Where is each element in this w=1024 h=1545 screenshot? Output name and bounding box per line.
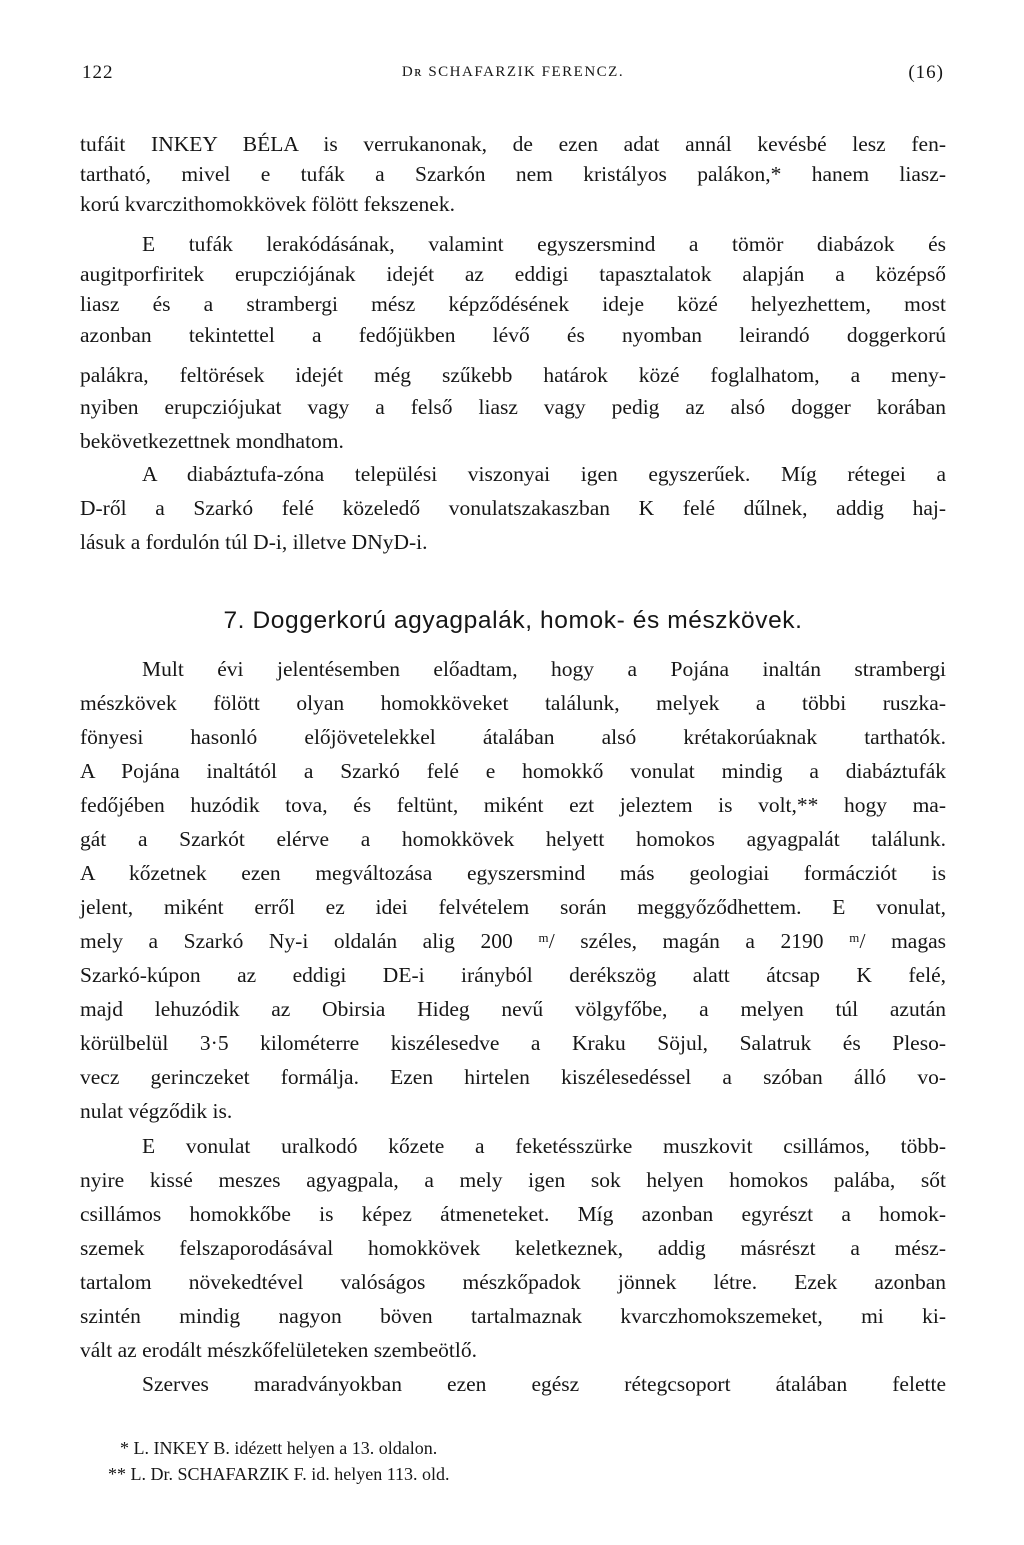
text-line: Szerves maradványokban ezen egész rétegcsoport átalában felette (142, 1372, 946, 1396)
text-line: palákra, feltörések idejét még szűkebb határok közé foglalhatom, a meny- (80, 363, 946, 387)
footnote: ** L. Dr. SCHAFARZIK F. id. helyen 113. old. (108, 1464, 450, 1484)
page-number: 122 (82, 62, 114, 83)
text-line: tufáit INKEY BÉLA is verrukanonak, de ezen adat annál kevésbé lesz fen- (80, 132, 946, 156)
text-line: D-ről a Szarkó felé közeledő vonulatszakaszban K felé dűlnek, addig haj- (80, 496, 946, 520)
text-line: vált az erodált mészkőfelületeken szembeötlő. (80, 1338, 477, 1362)
section-heading: 7. Doggerkorú agyagpalák, homok- és mészkövek. (223, 607, 803, 634)
section-number: (16) (908, 62, 944, 83)
running-head: Dʀ SCHAFARZIK FERENCZ. (401, 64, 625, 80)
text-line: jelent, miként erről ez idei felvételem során meggyőződhettem. E vonulat, (80, 895, 946, 919)
text-line: nyiben erupcziójukat vagy a felső liasz vagy pedig az alsó dogger korában (80, 395, 946, 419)
text-line: augitporfiritek erupcziójának idejét az eddigi tapasztalatok alapján a középső (80, 262, 946, 286)
text-line: E vonulat uralkodó kőzete a feketésszürke muszkovit csillámos, több- (142, 1134, 946, 1158)
text-line: mészkövek fölött olyan homokköveket találunk, melyek a többi ruszka- (80, 691, 946, 715)
text-line: gát a Szarkót elérve a homokkövek helyett homokos agyagpalát találunk. (80, 827, 946, 851)
text-line: A Pojána inaltától a Szarkó felé e homokkő vonulat mindig a diabáztufák (80, 759, 946, 783)
text-line: nyire kissé meszes agyagpala, a mely igen sok helyen homokos palába, sőt (80, 1168, 946, 1192)
text-line: szemek felszaporodásával homokkövek keletkeznek, addig másrészt a mész- (80, 1236, 946, 1260)
text-line: Mult évi jelentésemben előadtam, hogy a Pojána inaltán strambergi (142, 657, 946, 681)
text-line: tartható, mivel e tufák a Szarkón nem kristályos palákon,* hanem liasz- (80, 162, 946, 186)
text-line: Szarkó-kúpon az eddigi DE-i irányból derékszög alatt átcsap K felé, (80, 963, 946, 987)
text-line: azonban tekintettel a fedőjükben lévő és nyomban leirandó doggerkorú (80, 323, 946, 347)
footnote: * L. INKEY B. idézett helyen a 13. oldalon. (120, 1438, 438, 1458)
text-line: fönyesi hasonló előjövetelekkel átalában alsó krétakorúaknak tarthatók. (80, 725, 946, 749)
text-line: korú kvarczithomokkövek fölött fekszenek. (80, 192, 455, 216)
text-line: csillámos homokkőbe is képez átmeneteket. Míg azonban egyrészt a homok- (80, 1202, 946, 1226)
text-line: lásuk a fordulón túl D-i, illetve DNyD-i. (80, 530, 428, 554)
text-line: majd lehuzódik az Obirsia Hideg nevű völgyfőbe, a melyen túl azután (80, 997, 946, 1021)
text-line: mely a Szarkó Ny-i oldalán alig 200 ᵐ/ széles, magán a 2190 ᵐ/ magas (80, 929, 946, 953)
text-line: tartalom növekedtével valóságos mészkőpadok jönnek létre. Ezek azonban (80, 1270, 946, 1294)
text-line: bekövetkezettnek mondhatom. (80, 429, 344, 453)
text-line: fedőjében huzódik tova, és feltünt, miként ezt jeleztem is volt,** hogy ma- (80, 793, 946, 817)
text-line: E tufák lerakódásának, valamint egyszersmind a tömör diabázok és (142, 232, 946, 256)
text-line: liasz és a strambergi mész képződésének ideje közé helyezhettem, most (80, 292, 946, 316)
text-line: körülbelül 3·5 kilométerre kiszélesedve a Kraku Söjul, Salatruk és Pleso- (80, 1031, 946, 1055)
text-line: vecz gerinczeket formálja. Ezen hirtelen kiszélesedéssel a szóban álló vo- (80, 1065, 946, 1089)
text-line: szintén mindig nagyon böven tartalmaznak kvarczhomokszemeket, mi ki- (80, 1304, 946, 1328)
page-header (82, 62, 944, 92)
text-line: nulat végződik is. (80, 1099, 233, 1123)
text-line: A kőzetnek ezen megváltozása egyszersmind más geologiai formácziót is (80, 861, 946, 885)
text-line: A diabáztufa-zóna települési viszonyai igen egyszerűek. Míg rétegei a (142, 462, 946, 486)
